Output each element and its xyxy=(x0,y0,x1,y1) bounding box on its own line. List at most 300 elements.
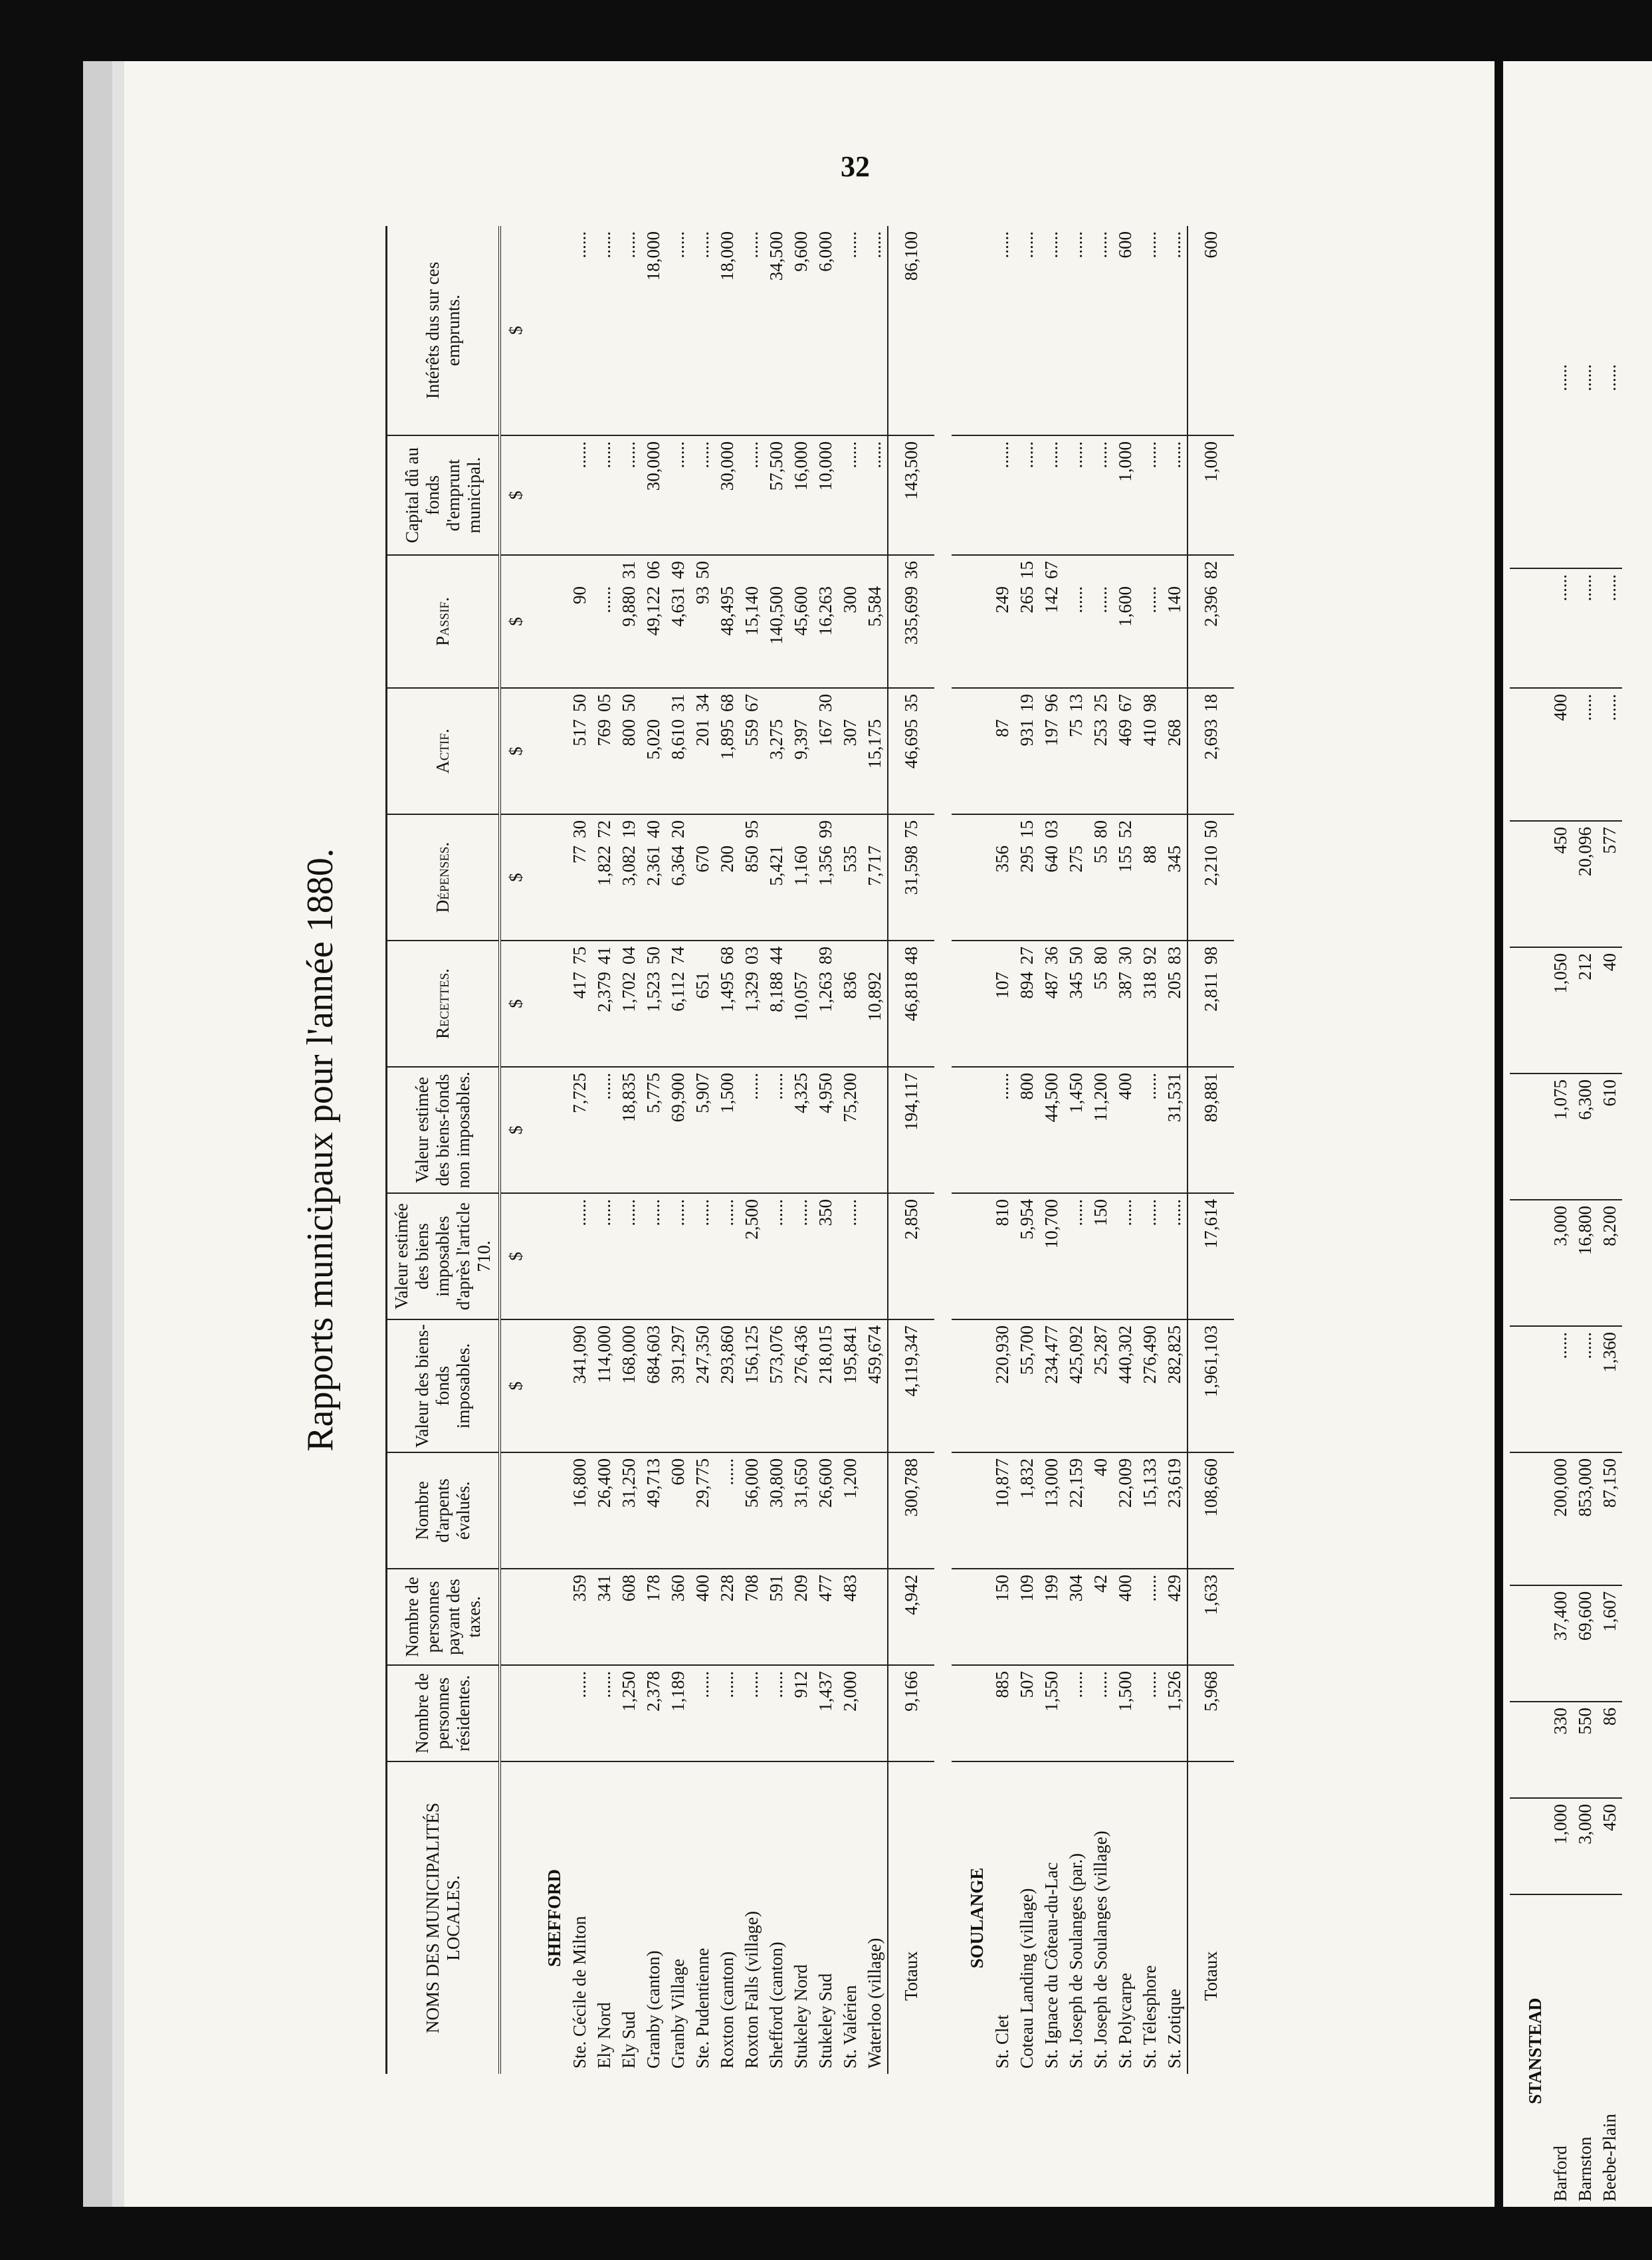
total-value: 2,210 xyxy=(1201,846,1221,886)
cell-n: Roxton Falls (village) xyxy=(742,1911,762,2069)
cell-n: Coteau Landing (village) xyxy=(1017,1888,1037,2069)
cell-val: 853,000 xyxy=(1573,1452,1598,1585)
cell-int: ...... xyxy=(1548,359,1573,568)
cell-int: ...... xyxy=(568,226,592,435)
cell-a710: ...... xyxy=(568,1193,592,1319)
cell-rec: 1,075 xyxy=(1548,1074,1573,1200)
cell-cap: ...... xyxy=(1138,435,1162,555)
cell-dep xyxy=(1015,814,1039,941)
cell-int: ...... xyxy=(666,226,690,435)
cell-int: ...... xyxy=(1598,359,1622,568)
cell-cap: ...... xyxy=(592,435,617,555)
cell-a710: ...... xyxy=(789,1193,813,1319)
cell-acr: 49,713 xyxy=(641,1452,666,1569)
total-pas xyxy=(1187,555,1234,688)
cell-val: 293,860 xyxy=(715,1319,740,1452)
header-liabilities: Passif. xyxy=(387,555,500,688)
cell-n: Ely Nord xyxy=(594,2002,615,2069)
cell-cap: ...... xyxy=(617,435,641,555)
cell-tax: 178 xyxy=(641,1569,666,1665)
cell-cap: ...... xyxy=(690,435,715,555)
cell-int: ...... xyxy=(592,226,617,435)
cell-value: 300 xyxy=(840,586,861,614)
cell-value: 517 xyxy=(569,719,590,746)
table-row xyxy=(1138,226,1162,2074)
cell-res: 1,526 xyxy=(1162,1665,1187,1761)
cell-int: 6,000 xyxy=(813,226,838,435)
cell-act xyxy=(1138,688,1162,814)
cell-a710: ...... xyxy=(592,1193,617,1319)
cell-cents: 92 xyxy=(1140,947,1160,964)
cell-act xyxy=(863,688,888,814)
cell-non: 44,500 xyxy=(1039,1067,1064,1193)
cell-act xyxy=(1113,688,1138,814)
cell-acr: 37,400 xyxy=(1548,1585,1573,1702)
section-name: STANSTEAD xyxy=(1525,1997,1545,2104)
cell-n: St. Polycarpe xyxy=(1115,1973,1136,2069)
cell-dep xyxy=(838,814,863,941)
cell-cap: 30,000 xyxy=(715,435,740,555)
cell-a710: ...... xyxy=(838,1193,863,1319)
cell-act xyxy=(990,688,1015,814)
cell-value: 345 xyxy=(1164,846,1185,873)
cell-acr: 26,400 xyxy=(592,1452,617,1569)
cell-value: 9,880 xyxy=(619,586,639,627)
cell-n: St. Télesphore xyxy=(1140,1965,1160,2069)
cell-value: 197 xyxy=(1041,719,1062,746)
cell-value: 1,600 xyxy=(1115,586,1136,627)
cell-tax: 400 xyxy=(690,1569,715,1665)
cell-value: 77 xyxy=(569,846,590,863)
cell-res: 1,000 xyxy=(1548,1798,1573,1894)
cell-int: ...... xyxy=(617,226,641,435)
total-cents: 82 xyxy=(1201,561,1221,579)
cell-val: 156,125 xyxy=(740,1319,764,1452)
cell-cents: 50 xyxy=(569,694,590,712)
cell-act xyxy=(666,688,690,814)
total-cents: 98 xyxy=(1201,947,1221,964)
cell-rec xyxy=(813,941,838,1067)
cell-act xyxy=(617,688,641,814)
cell-value: 318 xyxy=(1140,972,1160,999)
cell-value: 15,175 xyxy=(865,719,885,769)
cell-dep xyxy=(990,814,1015,941)
cell-value: 2,379 xyxy=(594,972,615,1012)
cell-tax: 199 xyxy=(1039,1569,1064,1665)
cell-int: 18,000 xyxy=(715,226,740,435)
cell-value: 3,082 xyxy=(619,846,639,886)
cell-a710: ...... xyxy=(1573,1326,1598,1452)
cell-value: 205 xyxy=(1164,972,1185,999)
cell-acr: 13,000 xyxy=(1039,1452,1064,1569)
cell-acr: 1,832 xyxy=(1015,1452,1039,1569)
cell-tax: 608 xyxy=(617,1569,641,1665)
cell-act xyxy=(1039,688,1064,814)
cell-acr: ...... xyxy=(715,1452,740,1569)
cell-res: ...... xyxy=(1138,1665,1162,1761)
cell-cents: 31 xyxy=(668,694,688,712)
total-value: 46,695 xyxy=(901,719,922,769)
cell-act xyxy=(1064,688,1088,814)
cell-value: 265 xyxy=(1017,586,1037,614)
cell-acr: 29,775 xyxy=(690,1452,715,1569)
table-row xyxy=(740,226,764,2074)
cell-dep xyxy=(592,814,617,941)
total-dep xyxy=(888,814,934,941)
table-row xyxy=(813,226,838,2074)
cell-tax: 360 xyxy=(666,1569,690,1665)
cell-non: 400 xyxy=(1113,1067,1138,1193)
cell-act: 577 xyxy=(1598,821,1622,947)
header-name: NOMS DES MUNICIPALITÉS LOCALES. xyxy=(387,1761,500,2074)
header-residents: Nombre de personnes résidentes. xyxy=(387,1665,500,1761)
cell-dep xyxy=(617,814,641,941)
cell-cents: 75 xyxy=(569,947,590,964)
cell-tax: 359 xyxy=(568,1569,592,1665)
cell-dep xyxy=(764,814,789,941)
cell-a710: ...... xyxy=(1548,1326,1573,1452)
dollar-sign: $ xyxy=(500,226,529,435)
cell-int: 18,000 xyxy=(641,226,666,435)
cell-pas xyxy=(838,555,863,688)
cell-value: 155 xyxy=(1115,846,1136,873)
cell-rec xyxy=(1039,941,1064,1067)
cell-acr: 22,009 xyxy=(1113,1452,1138,1569)
cell-non: ...... xyxy=(990,1067,1015,1193)
cell-cents: 50 xyxy=(692,561,713,579)
cell-value: 88 xyxy=(1140,846,1160,863)
cell-res: 1,550 xyxy=(1039,1665,1064,1761)
cell-res: 2,000 xyxy=(838,1665,863,1761)
cell-cap: ...... xyxy=(838,435,863,555)
total-cap: 1,000 xyxy=(1187,435,1234,555)
section-name: SHEFFORD xyxy=(544,1869,565,1968)
cell-a710: 2,500 xyxy=(740,1193,764,1319)
cell-value: 800 xyxy=(619,719,639,746)
cell-cents: 72 xyxy=(594,820,615,838)
cell-rec xyxy=(863,941,888,1067)
cell-value: 200 xyxy=(717,846,738,873)
cell-value: 55 xyxy=(1090,972,1111,990)
cell-n: Granby Village xyxy=(668,1958,688,2069)
cell-val: 276,436 xyxy=(789,1319,813,1452)
cell-cents: 36 xyxy=(1041,947,1062,964)
cell-non: 75,200 xyxy=(838,1067,863,1193)
cell-value: 1,263 xyxy=(815,972,836,1012)
cell-cents: 44 xyxy=(766,947,787,964)
cell-value: 769 xyxy=(594,719,615,746)
cell-rec xyxy=(740,941,764,1067)
cell-rec xyxy=(617,941,641,1067)
section-name: SOULANGE xyxy=(967,1867,987,1969)
cell-dep xyxy=(740,814,764,941)
cell-pas xyxy=(1088,555,1113,688)
cell-value: 8,610 xyxy=(668,719,688,760)
rotated-table-area xyxy=(286,226,1362,2074)
cell-cap: 10,000 xyxy=(813,435,838,555)
cell-a710: 150 xyxy=(1088,1193,1113,1319)
cell-cents: 68 xyxy=(717,694,738,712)
cell-value: ...... xyxy=(1066,586,1086,614)
cell-pas xyxy=(1039,555,1064,688)
cell-rec xyxy=(715,941,740,1067)
cell-val: 440,302 xyxy=(1113,1319,1138,1452)
cell-a710: ...... xyxy=(715,1193,740,1319)
cell-value: 140 xyxy=(1164,586,1185,614)
cell-res: ...... xyxy=(1088,1665,1113,1761)
cell-int: ...... xyxy=(740,226,764,435)
cell-res: 450 xyxy=(1598,1798,1622,1894)
section-gap xyxy=(934,226,952,2074)
cell-value: 201 xyxy=(692,719,713,746)
cell-non: 5,775 xyxy=(641,1067,666,1193)
cell-int: ...... xyxy=(1064,226,1088,435)
cell-value: 249 xyxy=(992,586,1013,614)
dollar-sign: $ xyxy=(500,814,529,941)
cell-int: 9,600 xyxy=(789,226,813,435)
header-taxable: Valeur des biens-fonds imposables. xyxy=(387,1319,500,1452)
cell-act xyxy=(838,688,863,814)
cell-act xyxy=(568,688,592,814)
cell-res: ...... xyxy=(740,1665,764,1761)
cell-cents: 19 xyxy=(1017,694,1037,712)
cell-value: 387 xyxy=(1115,972,1136,999)
cell-value: 5,020 xyxy=(643,719,664,760)
cell-dep xyxy=(813,814,838,941)
cell-non: 4,950 xyxy=(813,1067,838,1193)
cell-tax: 429 xyxy=(1162,1569,1187,1665)
cell-tax: 400 xyxy=(1113,1569,1138,1665)
cell-non xyxy=(863,1067,888,1193)
cell-val: 87,150 xyxy=(1598,1452,1622,1585)
cell-dep xyxy=(641,814,666,941)
cell-a710: ...... xyxy=(1113,1193,1138,1319)
cell-cap: ...... xyxy=(1088,435,1113,555)
cell-a710: ...... xyxy=(1138,1193,1162,1319)
cell-pas xyxy=(617,555,641,688)
header-acres: Nombre d'arpents évalués. xyxy=(387,1452,500,1569)
header-expenses: Dépenses. xyxy=(387,814,500,941)
cell-value: 487 xyxy=(1041,972,1062,999)
cell-a710: ...... xyxy=(666,1193,690,1319)
cell-val: 459,674 xyxy=(863,1319,888,1452)
cell-rec xyxy=(592,941,617,1067)
table-row xyxy=(789,226,813,2074)
cell-pas xyxy=(813,555,838,688)
cell-value: 1,822 xyxy=(594,846,615,886)
cell-cap: ...... xyxy=(1598,568,1622,688)
cell-dep xyxy=(1138,814,1162,941)
cell-pas xyxy=(1162,555,1187,688)
cell-int: ...... xyxy=(1015,226,1039,435)
total-int: 86,100 xyxy=(888,226,934,435)
cell-act: 20,096 xyxy=(1573,821,1598,947)
total-val: 4,119,347 xyxy=(888,1319,934,1452)
cell-tax: 86 xyxy=(1598,1702,1622,1798)
cell-cents: 27 xyxy=(1017,947,1037,964)
cell-value: 307 xyxy=(840,719,861,746)
cell-act xyxy=(764,688,789,814)
totals-row xyxy=(888,226,934,2074)
cell-value: 640 xyxy=(1041,846,1062,873)
total-value: 46,818 xyxy=(901,972,922,1022)
cell-cents: 50 xyxy=(619,694,639,712)
total-res: 5,968 xyxy=(1187,1665,1234,1761)
table-row xyxy=(764,226,789,2074)
total-acr: 108,660 xyxy=(1187,1452,1234,1569)
cell-cap: ...... xyxy=(1015,435,1039,555)
cell-pas xyxy=(715,555,740,688)
cell-val: 220,930 xyxy=(990,1319,1015,1452)
cell-n: Barnston xyxy=(1575,2136,1595,2202)
cell-cap: ...... xyxy=(568,435,592,555)
cell-cap: ...... xyxy=(1039,435,1064,555)
municipal-table xyxy=(385,226,1251,2074)
cell-rec xyxy=(1064,941,1088,1067)
cell-cents: 98 xyxy=(1140,694,1160,712)
cell-cents: 67 xyxy=(1115,694,1136,712)
total-cents: 75 xyxy=(901,820,922,838)
cell-non: 5,907 xyxy=(690,1067,715,1193)
cell-acr xyxy=(863,1452,888,1569)
cell-cap: 57,500 xyxy=(764,435,789,555)
cell-act: 450 xyxy=(1548,821,1573,947)
cell-value: 469 xyxy=(1115,719,1136,746)
cell-dep xyxy=(789,814,813,941)
cell-cents: 74 xyxy=(668,947,688,964)
cell-tax: 550 xyxy=(1573,1702,1598,1798)
cell-val: 282,825 xyxy=(1162,1319,1187,1452)
section-gap xyxy=(1234,226,1251,2074)
page-title: Rapports municipaux pour l'année 1880. xyxy=(300,848,341,1452)
cell-int: ...... xyxy=(1573,359,1598,568)
cell-res: 507 xyxy=(1015,1665,1039,1761)
cell-dep xyxy=(1039,814,1064,941)
cell-act xyxy=(740,688,764,814)
cell-non: 18,835 xyxy=(617,1067,641,1193)
cell-value: 1,495 xyxy=(717,972,738,1012)
cell-tax: 42 xyxy=(1088,1569,1113,1665)
header-assets: Actif. xyxy=(387,688,500,814)
cell-value: 356 xyxy=(992,846,1013,873)
cell-value: 4,631 xyxy=(668,586,688,627)
total-act xyxy=(888,688,934,814)
cell-value: 5,421 xyxy=(766,846,787,886)
cell-cents: 50 xyxy=(1066,947,1086,964)
cell-int: ...... xyxy=(1162,226,1187,435)
dollar-sign: $ xyxy=(500,941,529,1067)
cell-cap: ...... xyxy=(863,435,888,555)
cell-non: 1,500 xyxy=(715,1067,740,1193)
cell-value: 8,188 xyxy=(766,972,787,1012)
cell-value: 1,160 xyxy=(791,846,811,886)
cell-cents: 19 xyxy=(619,820,639,838)
cell-value: 670 xyxy=(692,846,713,873)
cell-cents: 67 xyxy=(1041,561,1062,579)
dollar-sign: $ xyxy=(500,688,529,814)
table-row xyxy=(1113,226,1138,2074)
cell-value: 7,717 xyxy=(865,846,885,886)
cell-cents: 30 xyxy=(815,694,836,712)
total-value: 31,598 xyxy=(901,846,922,895)
cell-a710: ...... xyxy=(1064,1193,1088,1319)
total-val: 1,961,103 xyxy=(1187,1319,1234,1452)
cell-cents: 34 xyxy=(692,694,713,712)
dollar-sign: $ xyxy=(500,1193,529,1319)
table-body xyxy=(500,226,1251,2074)
cell-n: Waterloo (village) xyxy=(865,1938,885,2069)
cell-pas xyxy=(863,555,888,688)
total-value: 2,693 xyxy=(1201,719,1221,760)
cell-val: 573,076 xyxy=(764,1319,789,1452)
cell-val: 247,350 xyxy=(690,1319,715,1452)
cell-value: 275 xyxy=(1066,846,1086,873)
cell-int: 34,500 xyxy=(764,226,789,435)
cell-dep xyxy=(863,814,888,941)
cell-a710: ...... xyxy=(764,1193,789,1319)
section-header-stanstead xyxy=(1510,359,1548,2207)
cell-acr: 22,159 xyxy=(1064,1452,1088,1569)
cell-pas xyxy=(1138,555,1162,688)
cell-rec xyxy=(838,941,863,1067)
cell-res: ...... xyxy=(568,1665,592,1761)
total-cents: 18 xyxy=(1201,694,1221,712)
totals-row xyxy=(1187,226,1234,2074)
cell-act xyxy=(789,688,813,814)
cell-value: 93 xyxy=(692,586,713,604)
dollar-sign: $ xyxy=(500,555,529,688)
total-cents: 48 xyxy=(901,947,922,964)
total-cents: 36 xyxy=(901,561,922,579)
total-acr: 300,788 xyxy=(888,1452,934,1569)
cell-cents: 30 xyxy=(569,820,590,838)
table-row xyxy=(690,226,715,2074)
cell-pas xyxy=(789,555,813,688)
cell-acr: 40 xyxy=(1088,1452,1113,1569)
cell-cents: 05 xyxy=(594,694,615,712)
cell-val: 425,092 xyxy=(1064,1319,1088,1452)
cell-pas xyxy=(990,555,1015,688)
cell-tax: 304 xyxy=(1064,1569,1088,1665)
cell-res: ...... xyxy=(715,1665,740,1761)
table-frame xyxy=(286,226,1362,2074)
header-nontaxable: Valeur estimée des biens-fonds non imposables. xyxy=(387,1067,500,1193)
cell-cents: 25 xyxy=(1090,694,1111,712)
cell-cents: 80 xyxy=(1090,947,1111,964)
table-row xyxy=(666,226,690,2074)
cell-pas: ...... xyxy=(1598,688,1622,821)
cell-non: 31,531 xyxy=(1162,1067,1187,1193)
cell-a710: 5,954 xyxy=(1015,1193,1039,1319)
cell-value: 142 xyxy=(1041,586,1062,614)
cell-res: 885 xyxy=(990,1665,1015,1761)
cell-a710 xyxy=(863,1193,888,1319)
cell-value: 15,140 xyxy=(742,586,762,636)
cell-cap: ...... xyxy=(990,435,1015,555)
cell-cap: ...... xyxy=(1162,435,1187,555)
cell-cents: 41 xyxy=(594,947,615,964)
section-header-shefford xyxy=(529,226,568,2074)
cell-rec xyxy=(1162,941,1187,1067)
cell-a710: 810 xyxy=(990,1193,1015,1319)
cell-pas xyxy=(1113,555,1138,688)
cell-res xyxy=(863,1665,888,1761)
cell-value: 417 xyxy=(569,972,590,999)
cell-value: 651 xyxy=(692,972,713,999)
cell-int: ...... xyxy=(1138,226,1162,435)
cell-act xyxy=(641,688,666,814)
cell-value: 931 xyxy=(1017,719,1037,746)
